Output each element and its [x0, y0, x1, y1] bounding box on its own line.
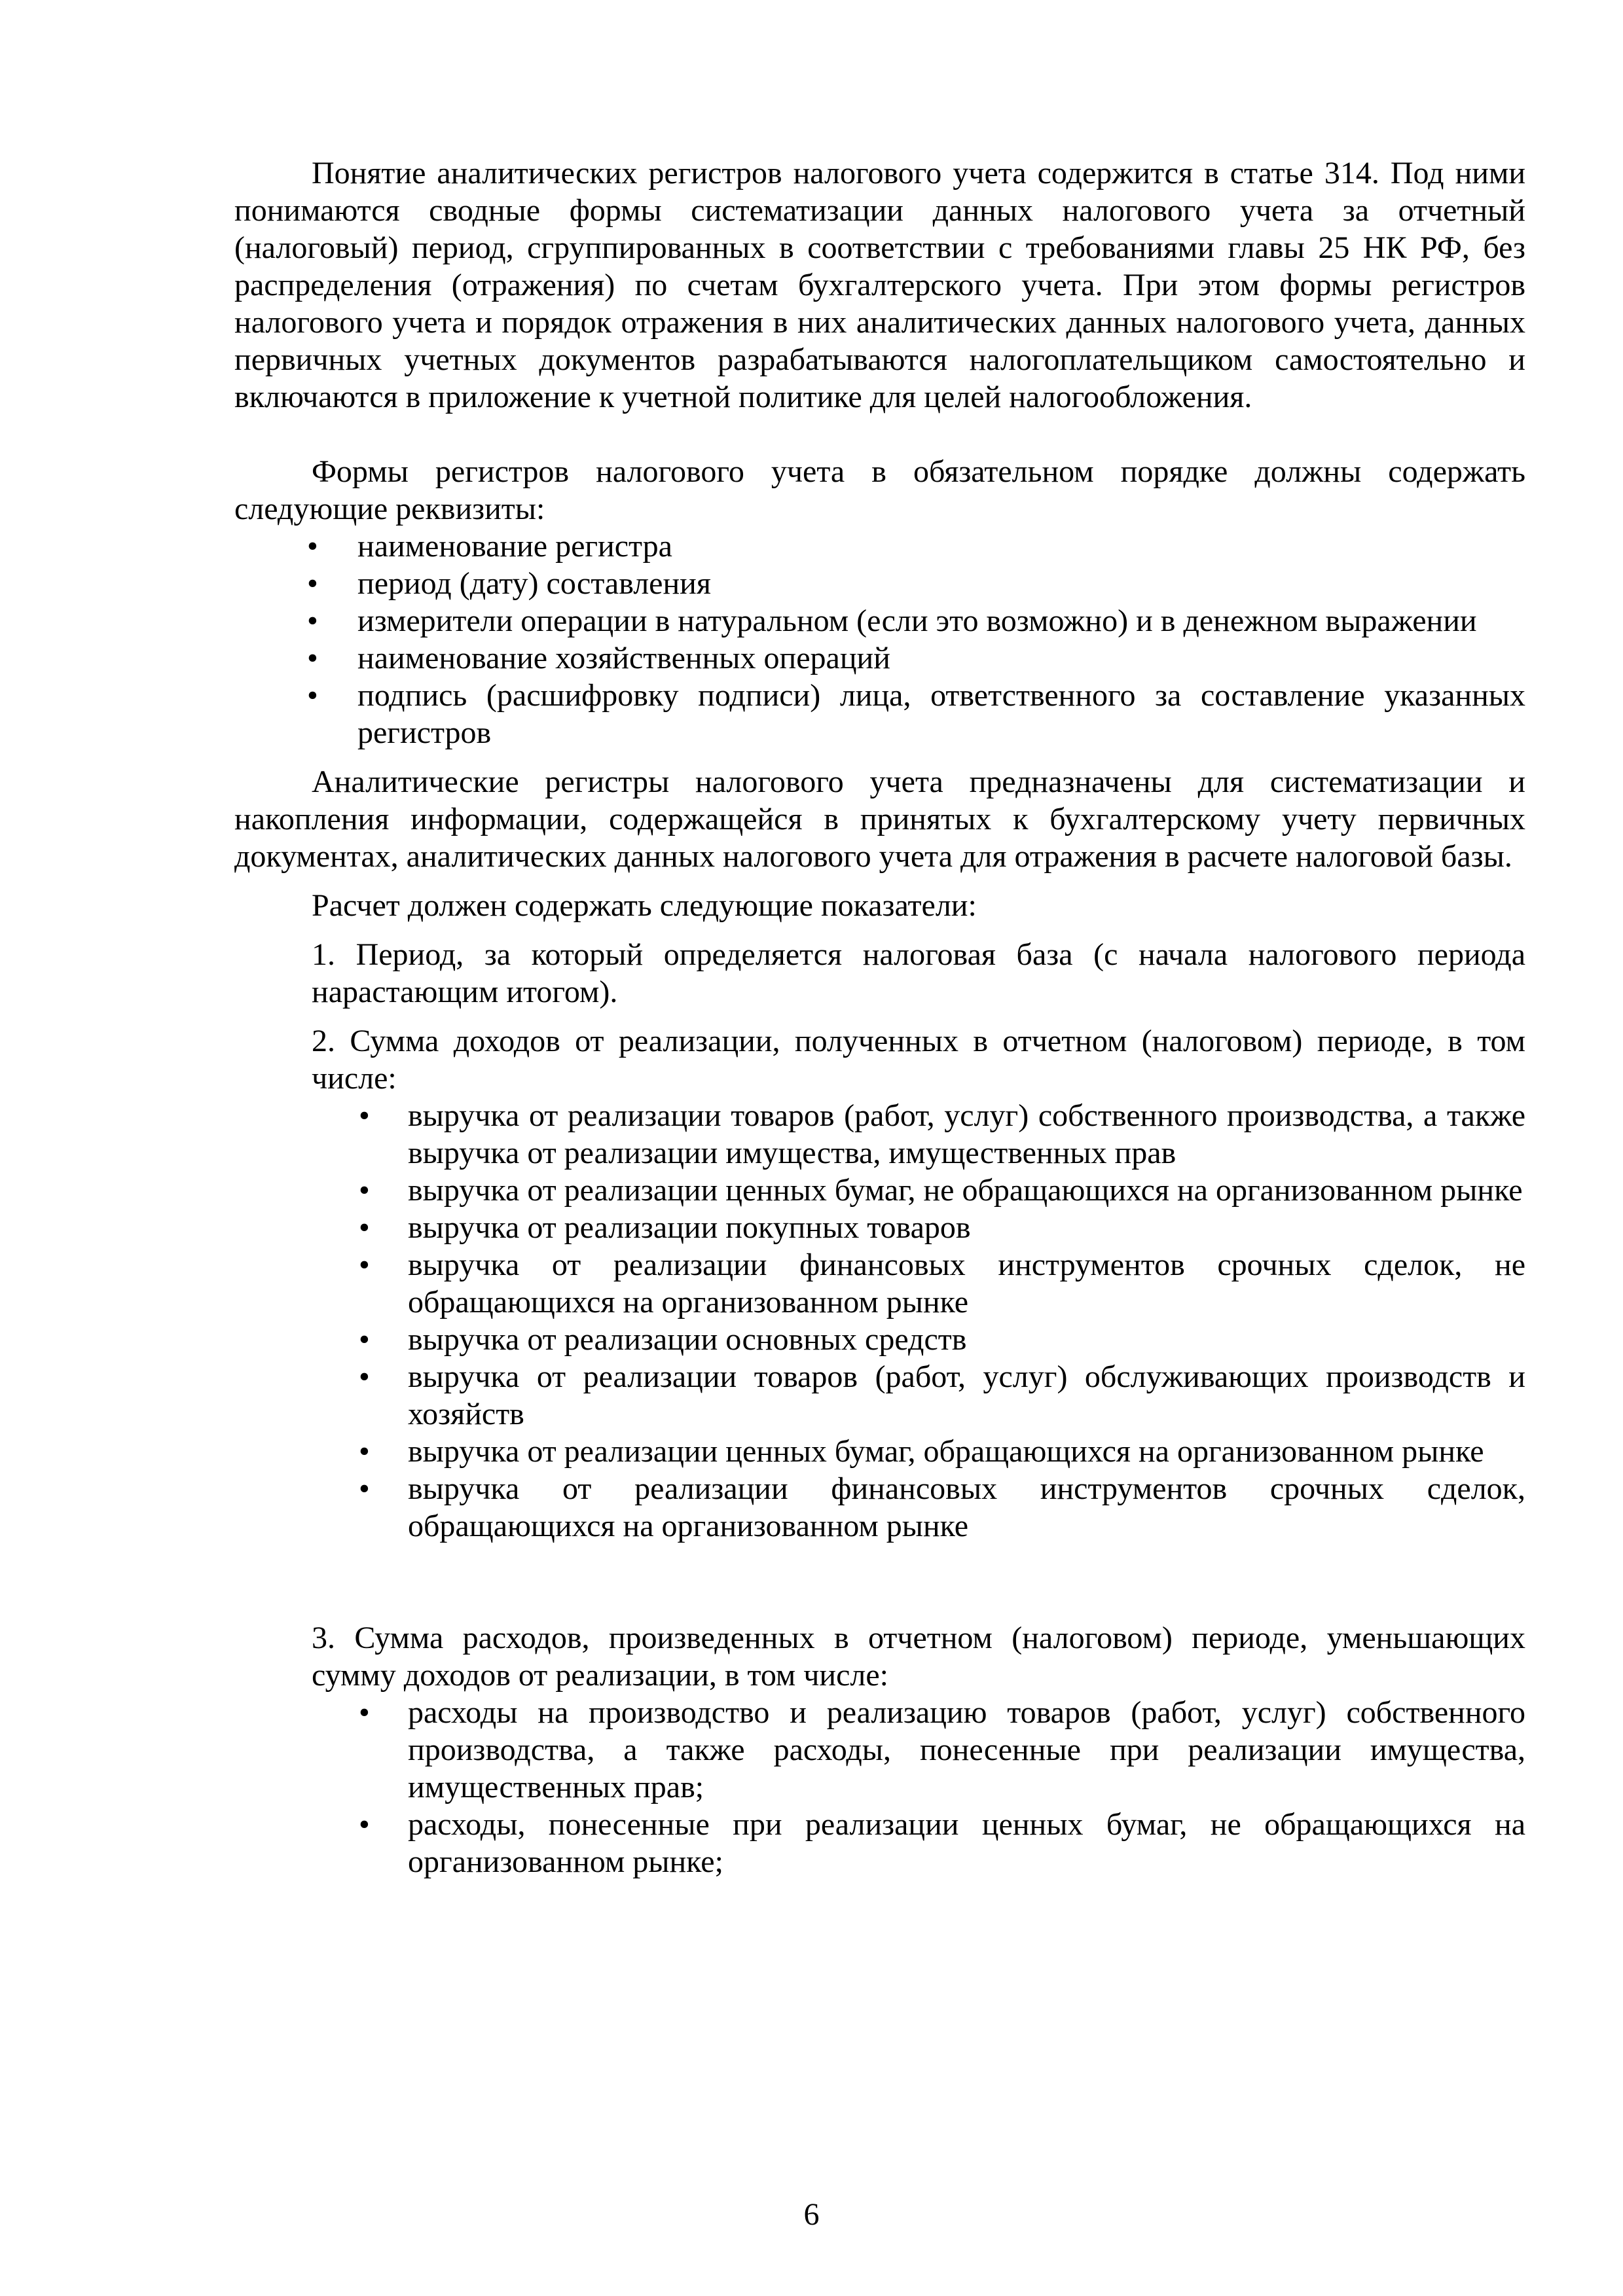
- list-item: • период (дату) составления: [234, 565, 1525, 602]
- requisites-list: [234, 528, 1525, 751]
- list-item: • выручка от реализации товаров (работ, услуг) собственного производства, а также выручка от реализации имущества, имущественных прав: [234, 1097, 1525, 1172]
- list-item: • выручка от реализации ценных бумаг, не обращающихся на организованном рынке: [234, 1172, 1525, 1209]
- list-item: • выручка от реализации товаров (работ, услуг) обслуживающих производств и хозяйств: [234, 1358, 1525, 1433]
- list-item: • наименование регистра: [234, 528, 1525, 565]
- paragraph-item-1-period: 1. Период, за который определяется налоговая база (с начала налогового периода нарастающим итогом).: [312, 937, 1525, 1009]
- list-item: • выручка от реализации ценных бумаг, обращающихся на организованном рынке: [234, 1433, 1525, 1470]
- list-item: • выручка от реализации основных средств: [234, 1321, 1525, 1358]
- list-item: • выручка от реализации покупных товаров: [234, 1209, 1525, 1246]
- list-item: • расходы, понесенные при реализации ценных бумаг, не обращающихся на организованном рынке;: [234, 1806, 1525, 1880]
- list-item: • выручка от реализации финансовых инструментов срочных сделок, не обращающихся на организованном рынке: [234, 1246, 1525, 1321]
- document-body: [234, 154, 1525, 1880]
- page-number: 6: [803, 2197, 820, 2232]
- paragraph-tax-registers-concept: Понятие аналитических регистров налогового учета содержится в статье 314. Под ними понимаются сводные формы систематизации данных налогового учета за отчетный (налоговый) период, сгруппированных в соответствии с требованиями главы 25 НК РФ, без распределения (отражения) по счетам бухгалтерского учета. При этом формы регистров налогового учета и порядок отражения в них аналитических данных налогового учета, данных первичных учетных документов разрабатываются налогоплательщиком самостоятельно и включаются в приложение к учетной политике для целей налогообложения.: [234, 156, 1525, 414]
- paragraph-calculation-indicators: Расчет должен содержать следующие показатели:: [312, 888, 977, 923]
- expense-list: [234, 1694, 1525, 1880]
- paragraph-item-3-expenses: 3. Сумма расходов, произведенных в отчетном (налоговом) периоде, уменьшающих сумму доходов от реализации, в том числе:: [312, 1621, 1525, 1693]
- list-item: • измерители операции в натуральном (если это возможно) и в денежном выражении: [234, 602, 1525, 639]
- income-list: [234, 1097, 1525, 1545]
- list-item: • подпись (расшифровку подписи) лица, ответственного за составление указанных регистров: [234, 677, 1525, 751]
- list-item: • выручка от реализации финансовых инструментов срочных сделок, обращающихся на организованном рынке: [234, 1470, 1525, 1545]
- list-item: • наименование хозяйственных операций: [234, 639, 1525, 677]
- paragraph-item-2-income: 2. Сумма доходов от реализации, полученных в отчетном (налоговом) периоде, в том числе:: [312, 1024, 1525, 1096]
- paragraph-analytical-registers: Аналитические регистры налогового учета предназначены для систематизации и накопления информации, содержащейся в принятых к бухгалтерскому учету первичных документах, аналитических данных налогового учета для отражения в расчете налоговой базы.: [234, 764, 1525, 874]
- list-item: • расходы на производство и реализацию товаров (работ, услуг) собственного производства, а также расходы, понесенные при реализации имущества, имущественных прав;: [234, 1694, 1525, 1806]
- paragraph-register-forms: Формы регистров налогового учета в обязательном порядке должны содержать следующие реквизиты:: [234, 454, 1525, 526]
